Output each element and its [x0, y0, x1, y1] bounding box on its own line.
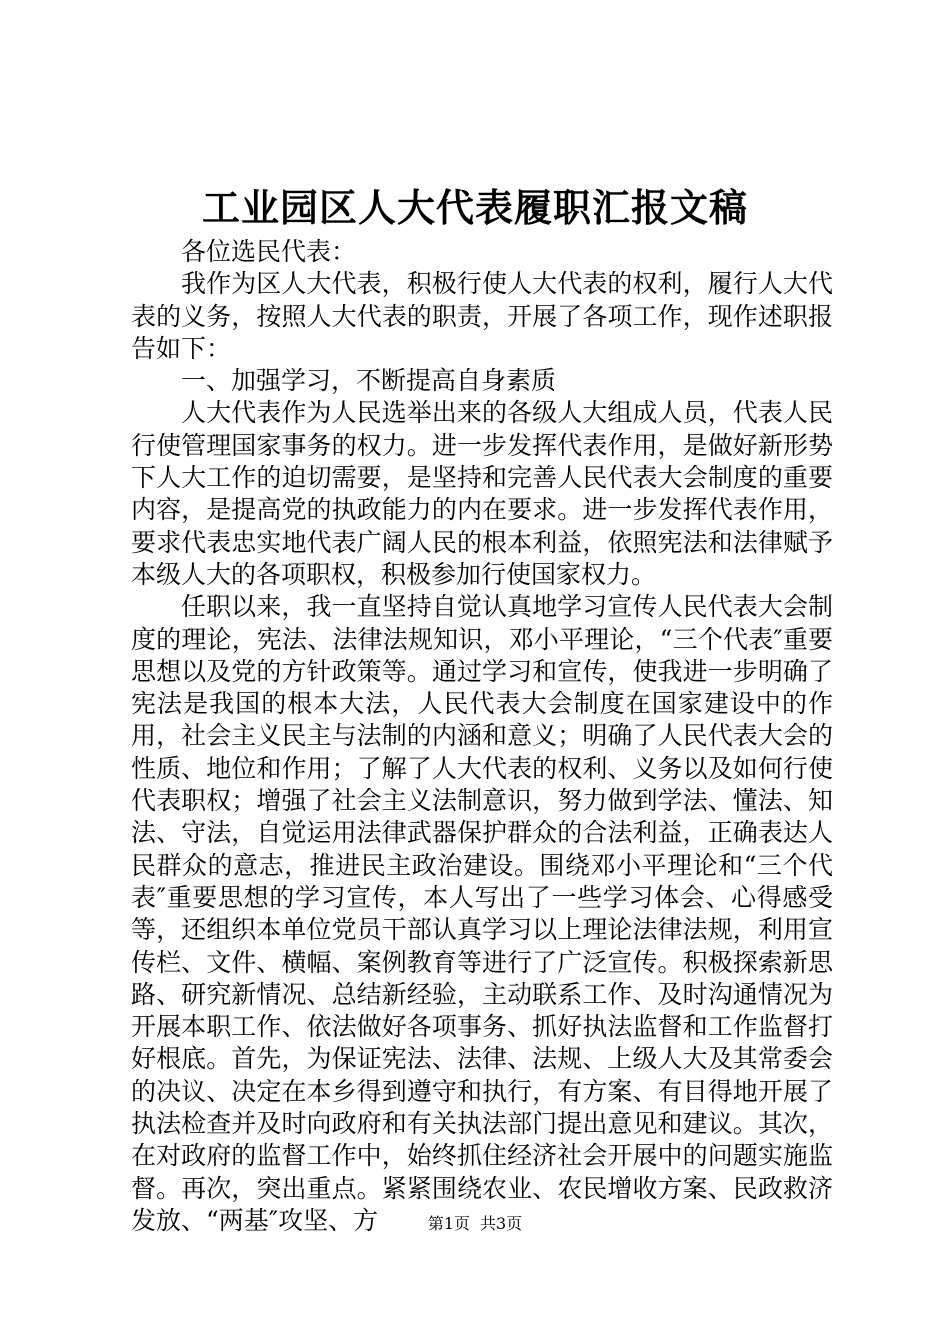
- section-heading: 一、加强学习，不断提高自身素质: [181, 366, 557, 396]
- paragraph-role: 人大代表作为人民选举出来的各级人大组成人员，代表人民行使管理国家事务的权力。进一步发挥代表作用，是做好新形势下人大工作的迫切需要，是坚持和完善人民代表大会制度的重要内容，是提高党的执政能力的内在要求。进一步发挥代表作用，要求代表忠实地代表广阔人民的根本利益，依照宪法和法律赋予本级人大的各项职权，积极参加行使国家权力。: [131, 398, 833, 589]
- page-total: 共3页: [480, 1214, 523, 1233]
- document-body: [131, 236, 833, 1237]
- paragraph-study: 任职以来，我一直坚持自觉认真地学习宣传人民代表大会制度的理论，宪法、法律法规知识，邓小平理论，“三个代表″重要思想以及党的方针政策等。通过学习和宣传，使我进一步明确了宪法是我国的根本大法，人民代表大会制度在国家建设中的作用，社会主义民主与法制的内涵和意义；明确了人民代表大会的性质、地位和作用；了解了人大代表的权利、义务以及如何行使代表职权；增强了社会主义法制意识，努力做到学法、懂法、知法、守法，自觉运用法律武器保护群众的合法利益，正确表达人民群众的意志，推进民主政治建设。围绕邓小平理论和“三个代表″重要思想的学习宣传，本人写出了一些学习体会、心得感受等，还组织本单位党员干部认真学习以上理论法律法规，利用宣传栏、文件、横幅、案例教育等进行了广泛宣传。积极探索新思路、研究新情况、总结新经验，主动联系工作、及时沟通情况为开展本职工作、依法做好各项事务、抓好执法监督和工作监督打好根底。首先，为保证宪法、法律、法规、上级人大及其常委会的决议、决定在本乡得到遵守和执行，有方案、有目得地开展了执法检查并及时向政府和有关执法部门提出意见和建议。其次，在对政府的监督工作中，始终抓住经济社会开展中的问题实施监督。再次，突出重点。紧紧围绕农业、农民增收方案、民政救济发放、“两基″攻坚、方: [131, 592, 833, 1235]
- page-number: 第1页: [427, 1214, 470, 1233]
- page-footer: [0, 1214, 950, 1234]
- paragraph-intro: 我作为区人大代表，积极行使人大代表的权利，履行人大代表的义务，按照人大代表的职责，开展了各项工作，现作述职报告如下：: [131, 269, 833, 363]
- salutation: 各位选民代表：: [181, 237, 357, 266]
- document-title: 工业园区人大代表履职汇报文稿: [201, 185, 748, 230]
